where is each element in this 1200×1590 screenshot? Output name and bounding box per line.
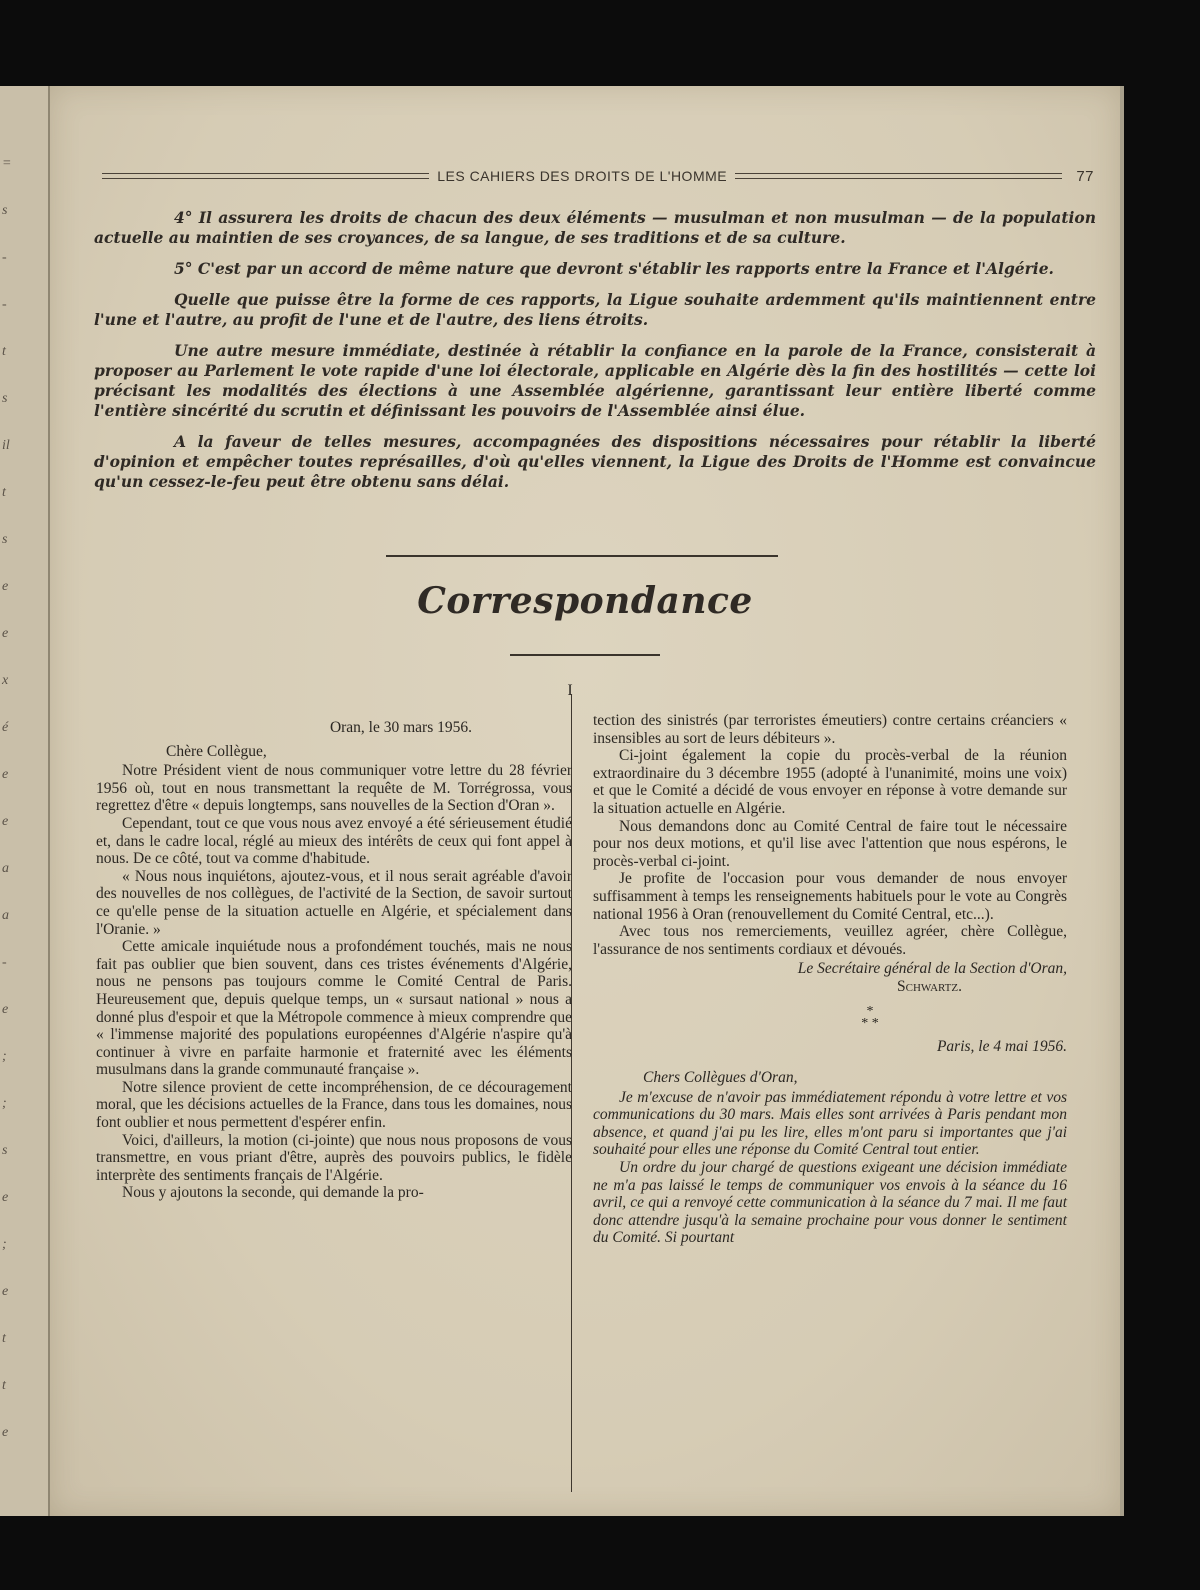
facing-page-fragment: e bbox=[2, 1002, 9, 1017]
letter-paragraph: Je m'excuse de n'avoir pas immédiatement répondu à votre lettre et vos communications du 30 mars. Mais elles sont arrivées à Paris pendant mon absence, et quand j'ai pu les lire, elles m'ont paru si importantes que j'ai souhaité pour elles une réponse du Comité Central tout entier. bbox=[593, 1088, 1067, 1159]
letter-paragraph: tection des sinistrés (par terroristes émeutiers) contre certains créanciers « insensibles au sort de leurs débiteurs ». bbox=[593, 712, 1067, 747]
resolution-paragraph: Quelle que puisse être la forme de ces rapports, la Ligue souhaite ardemment qu'ils maintiennent entre l'une et l'autre, au profit de l'une et de l'autre, des liens étroits. bbox=[94, 290, 1096, 329]
facing-page-fragment: t bbox=[2, 344, 6, 359]
facing-page-fragment: s bbox=[2, 203, 8, 218]
letter-salutation: Chère Collègue, bbox=[166, 742, 267, 760]
letter-date: Oran, le 30 mars 1956. bbox=[329, 719, 472, 736]
facing-page-fragment: s bbox=[2, 1143, 8, 1158]
title-underline bbox=[510, 654, 660, 656]
facing-page-fragment: ; bbox=[2, 1237, 7, 1252]
running-header bbox=[102, 166, 1094, 186]
facing-page-fragment: s bbox=[2, 391, 8, 406]
letter-paragraph: Notre Président vient de nous communiquer votre lettre du 28 février 1956 où, tout en nous transmettant la requête de M. Torrégrossa, vous regrettez d'être « depuis longtemps, sans nouvelles de la Section d'Oran ». bbox=[96, 762, 572, 815]
facing-page-fragment: é bbox=[2, 720, 9, 735]
facing-page-fragment: x bbox=[2, 673, 9, 688]
facing-page-fragment: - bbox=[2, 250, 7, 265]
letter-signature: Le Secrétaire général de la Section d'Oran, bbox=[797, 960, 1067, 978]
header-rule-left bbox=[102, 173, 429, 179]
letter-paragraph: Cependant, tout ce que vous nous avez envoyé a été sérieusement étudié et, dans le cadre local, réglé au mieux des intérêts de ceux qui font appel à nous. De ce côté, tout va comme d'habitude. bbox=[96, 814, 572, 868]
letter-paragraph: Nous y ajoutons la seconde, qui demande la pro- bbox=[122, 1184, 424, 1202]
facing-page-fragment: - bbox=[2, 955, 7, 970]
facing-page-fragment: il bbox=[2, 438, 10, 453]
facing-page-fragment: e bbox=[2, 1190, 9, 1205]
facing-page-fragment: t bbox=[2, 485, 6, 500]
section-title: Correspondance bbox=[417, 580, 753, 622]
letter-paragraph: « Nous nous inquiétons, ajoutez-vous, et il nous serait agréable d'avoir des nouvelles de nos collègues, de l'activité de la Section, de savoir surtout ce qu'elle pense de la situation actuelle en Algérie, et spécialement dans l'Oranie. » bbox=[96, 867, 572, 938]
signatory-name: Schwartz. bbox=[897, 977, 962, 995]
facing-page-fragment: - bbox=[2, 297, 7, 312]
letter-paragraph: Je profite de l'occasion pour vous demander de nous envoyer suffisamment à temps les renseignements habituels pour le vote au Congrès national 1956 à Oran (renouvellement du Comité Central, etc...). bbox=[593, 870, 1067, 923]
resolution-text bbox=[94, 208, 1096, 503]
letter-salutation: Chers Collègues d'Oran, bbox=[643, 1069, 798, 1087]
letter-date: Paris, le 4 mai 1956. bbox=[936, 1037, 1067, 1055]
section-divider bbox=[386, 555, 778, 557]
letter-paragraph: Ci-joint également la copie du procès-verbal de la réunion extraordinaire du 3 décembre 1955 (adopté à l'unanimité, moins une voix) et que le Comité a décidé de vous envoyer en réponse à votre demande sur la situation actuelle en Algérie. bbox=[593, 747, 1067, 817]
letter-number: I bbox=[567, 682, 573, 699]
page-number: 77 bbox=[1076, 167, 1095, 185]
resolution-paragraph: A la faveur de telles mesures, accompagnées des dispositions nécessaires pour rétablir la liberté d'opinion et empêcher toutes représailles, d'où qu'elles viennent, la Ligue des Droits de l'Homme est convaincue qu'un cessez-le-feu peut être obtenu sans délai. bbox=[94, 432, 1096, 491]
facing-page-fragment: e bbox=[2, 767, 9, 782]
resolution-paragraph: 4° Il assurera les droits de chacun des deux éléments — musulman et non musulman — de la population actuelle au maintien de ses croyances, de sa langue, de ses traditions et de sa culture. bbox=[94, 208, 1096, 247]
letter-paragraph: Nous demandons donc au Comité Central de faire tout le nécessaire pour nos deux motions, et qu'il lise avec l'attention que nous espérons, le procès-verbal ci-joint. bbox=[593, 817, 1067, 870]
column-left bbox=[96, 709, 572, 1202]
header-title: LES CAHIERS DES DROITS DE L'HOMME bbox=[437, 168, 728, 184]
facing-page-fragment: e bbox=[2, 1425, 9, 1440]
facing-page-fragment: e bbox=[2, 579, 9, 594]
letter-paragraph: Avec tous nos remerciements, veuillez agréer, chère Collègue, l'assurance de nos sentiments cordiaux et dévoués. bbox=[593, 923, 1067, 958]
facing-page-fragment: ; bbox=[2, 1049, 7, 1064]
facing-page-fragment: t bbox=[2, 1378, 6, 1393]
facing-page-fragment: = bbox=[2, 156, 12, 171]
facing-page-fragment: a bbox=[2, 908, 9, 923]
facing-page-fragment: a bbox=[2, 861, 9, 876]
facing-page-fragment: s bbox=[2, 532, 8, 547]
asterism-separator: * * * bbox=[861, 1003, 879, 1031]
resolution-paragraph: Une autre mesure immédiate, destinée à rétablir la confiance en la parole de la France, consisterait à proposer au Parlement le vote rapide d'une loi électorale, applicable en Algérie dès la fin des hostilités — cette loi précisant les modalités des élections à une Assemblée algérienne, garantissant leur entière liberté comme l'entière sincérité du scrutin et définissant les pouvoirs de l'Assemblée ainsi élue. bbox=[94, 341, 1096, 420]
resolution-paragraph: 5° C'est par un accord de même nature que devront s'établir les rapports entre la France et l'Algérie. bbox=[174, 259, 1054, 278]
page bbox=[50, 86, 1120, 1516]
facing-page-fragment: e bbox=[2, 1284, 9, 1299]
page-edge bbox=[1120, 86, 1124, 1516]
letter-paragraph: Cette amicale inquiétude nous a profondément touchés, mais ne nous fait pas oublier que bien souvent, dans ces tristes événements d'Algérie, nous ne pensons pas toujours comme le Comité Central de Paris. Heureusement que, depuis quelque temps, un « sursaut national » nous a donné plus d'espoir et que la Métropole commence à mieux comprendre que « l'immense majorité des populations européennes d'Algérie n'aspire qu'à continuer à vivre en parfaite harmonie et fraternité avec les éléments musulmans dans la grande communauté française ». bbox=[96, 938, 572, 1079]
facing-page-fragment: t bbox=[2, 1331, 6, 1346]
letter-paragraph: Voici, d'ailleurs, la motion (ci-jointe) que nous nous proposons de vous transmettre, en vous priant d'être, auprès des pouvoirs publics, le fidèle interprète des sentiments français de l'Algérie. bbox=[96, 1131, 572, 1184]
letter-paragraph: Un ordre du jour chargé de questions exigeant une décision immédiate ne m'a pas laissé le temps de communiquer vos envois à la séance du 16 avril, ce qui a renvoyé cette communication à la séance du 7 mai. Il me faut donc attendre jusqu'à la semaine prochaine pour vous donner le sentiment du Comité. Si pourtant bbox=[593, 1159, 1067, 1247]
reply-letter bbox=[593, 1069, 1067, 1247]
facing-page-fragment: e bbox=[2, 626, 9, 641]
column-right bbox=[593, 712, 1067, 1247]
facing-page-edge bbox=[0, 86, 50, 1516]
header-rule-right bbox=[735, 173, 1062, 179]
facing-page-fragment: e bbox=[2, 814, 9, 829]
facing-page-fragment: ; bbox=[2, 1096, 7, 1111]
letter-paragraph: Notre silence provient de cette incompréhension, de ce découragement moral, que les décisions actuelles de la France, dans tous les domaines, nous font oublier et nous permettent d'espérer enfin. bbox=[96, 1078, 572, 1132]
